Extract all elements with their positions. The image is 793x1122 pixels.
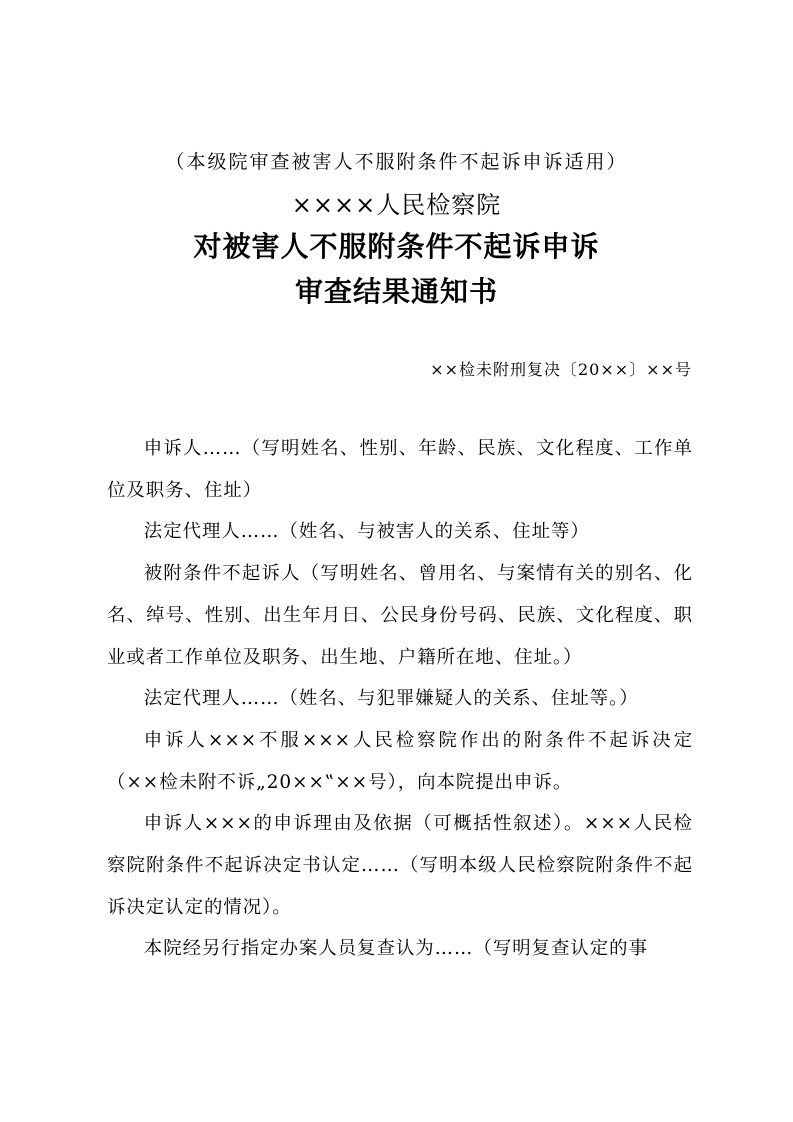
document-number: ××检未附刑复决〔20××〕××号 xyxy=(430,360,692,379)
paragraph-appellant-guardian: 法定代理人……（姓名、与被害人的关系、住址等） xyxy=(143,521,590,543)
scope-note: （本级院审查被害人不服附条件不起诉申诉适用） xyxy=(165,151,628,173)
document-body xyxy=(107,428,693,970)
paragraph-appeal-filed: 申诉人×××不服×××人民检察院作出的附条件不起诉决定（××检未附不诉„20××‟××号），向本院提出申诉。 xyxy=(107,729,693,793)
document-title-line-2: 审查结果通知书 xyxy=(294,275,498,308)
paragraph-non-prosecuted-person: 被附条件不起诉人（写明姓名、曾用名、与案情有关的别名、化名、绰号、性别、出生年月日、公民身份号码、民族、文化程度、职业或者工作单位及职务、出生地、户籍所在地、住址。） xyxy=(107,563,693,668)
paragraph-appellant: 申诉人……（写明姓名、性别、年龄、民族、文化程度、工作单位及职务、住址） xyxy=(107,438,693,501)
procuratorate-name: ××××人民检察院 xyxy=(291,191,502,219)
paragraph-suspect-guardian: 法定代理人……（姓名、与犯罪嫌疑人的关系、住址等。） xyxy=(143,688,639,710)
paragraph-review-findings: 本院经另行指定办案人员复查认为……（写明复查认定的事 xyxy=(143,938,648,960)
document-title-line-1: 对被害人不服附条件不起诉申诉 xyxy=(193,230,600,263)
paragraph-appeal-reasons: 申诉人×××的申诉理由及依据（可概括性叙述）。×××人民检察院附条件不起诉决定书认定……（写明本级人民检察院附条件不起诉决定认定的情况）。 xyxy=(107,813,693,918)
